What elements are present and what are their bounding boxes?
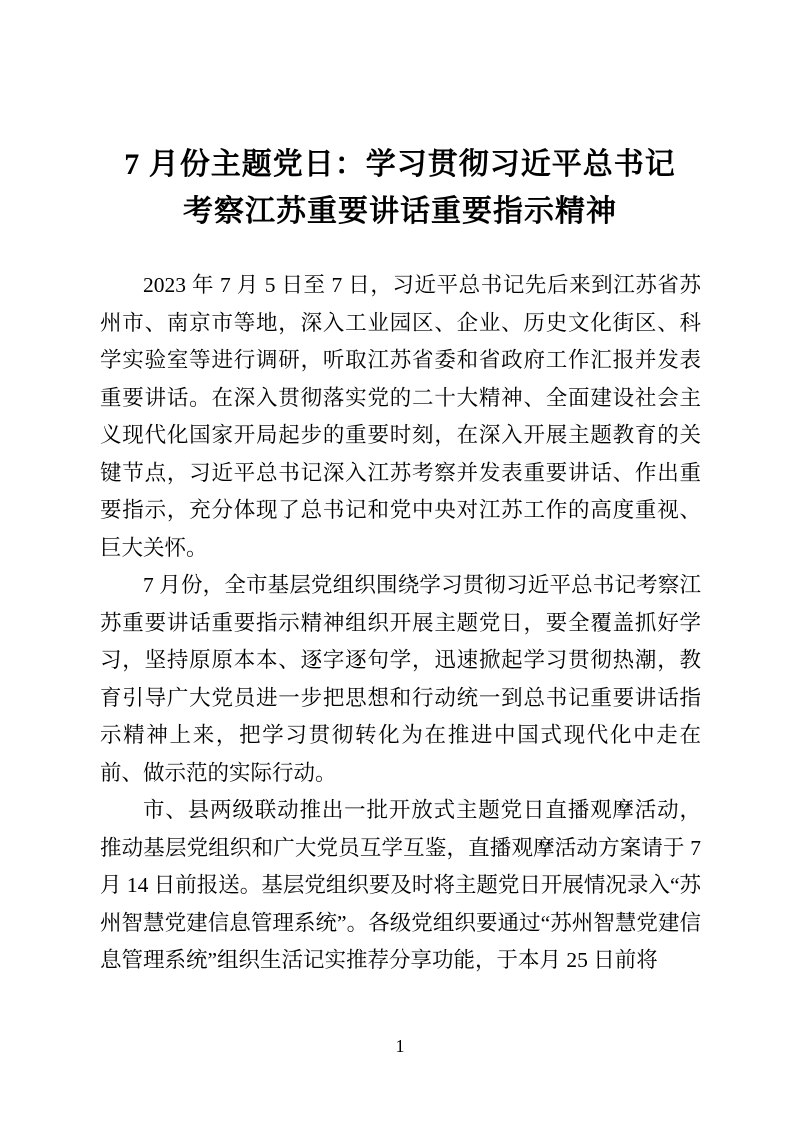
page-number: 1 xyxy=(395,1036,405,1056)
title-line-1: 7 月份主题党日：学习贯彻习近平总书记 xyxy=(124,148,676,181)
document-body xyxy=(100,267,701,980)
title-line-2: 考察江苏重要讲话重要指示精神 xyxy=(183,195,617,228)
body-paragraph-1: 2023 年 7 月 5 日至 7 日，习近平总书记先后来到江苏省苏州市、南京市等地，深入工业园区、企业、历史文化街区、科学实验室等进行调研，听取江苏省委和省政府工作汇报并发表重要讲话。在深入贯彻落实党的二十大精神、全面建设社会主义现代化国家开局起步的重要时刻，在深入开展主题教育的关键节点，习近平总书记深入江苏考察并发表重要讲话、作出重要指示，充分体现了总书记和党中央对江苏工作的高度重视、巨大关怀。 xyxy=(100,273,701,560)
body-paragraph-3: 市、县两级联动推出一批开放式主题党日直播观摩活动，推动基层党组织和广大党员互学互鉴，直播观摩活动方案请于 7 月 14 日前报送。基层党组织要及时将主题党日开展情况录入“苏州智慧党建信息管理系统”。各级党组织要通过“苏州智慧党建信息管理系统”组织生活记实推荐分享功能，于本月 25 日前将 xyxy=(100,798,701,972)
page-footer xyxy=(0,1034,800,1058)
document-title xyxy=(60,141,740,235)
body-paragraph-2: 7 月份，全市基层党组织围绕学习贯彻习近平总书记考察江苏重要讲话重要指示精神组织开展主题党日，要全覆盖抓好学习，坚持原原本本、逐字逐句学，迅速掀起学习贯彻热潮，教育引导广大党员进一步把思想和行动统一到总书记重要讲话指示精神上来，把学习贯彻转化为在推进中国式现代化中走在前、做示范的实际行动。 xyxy=(100,573,701,785)
